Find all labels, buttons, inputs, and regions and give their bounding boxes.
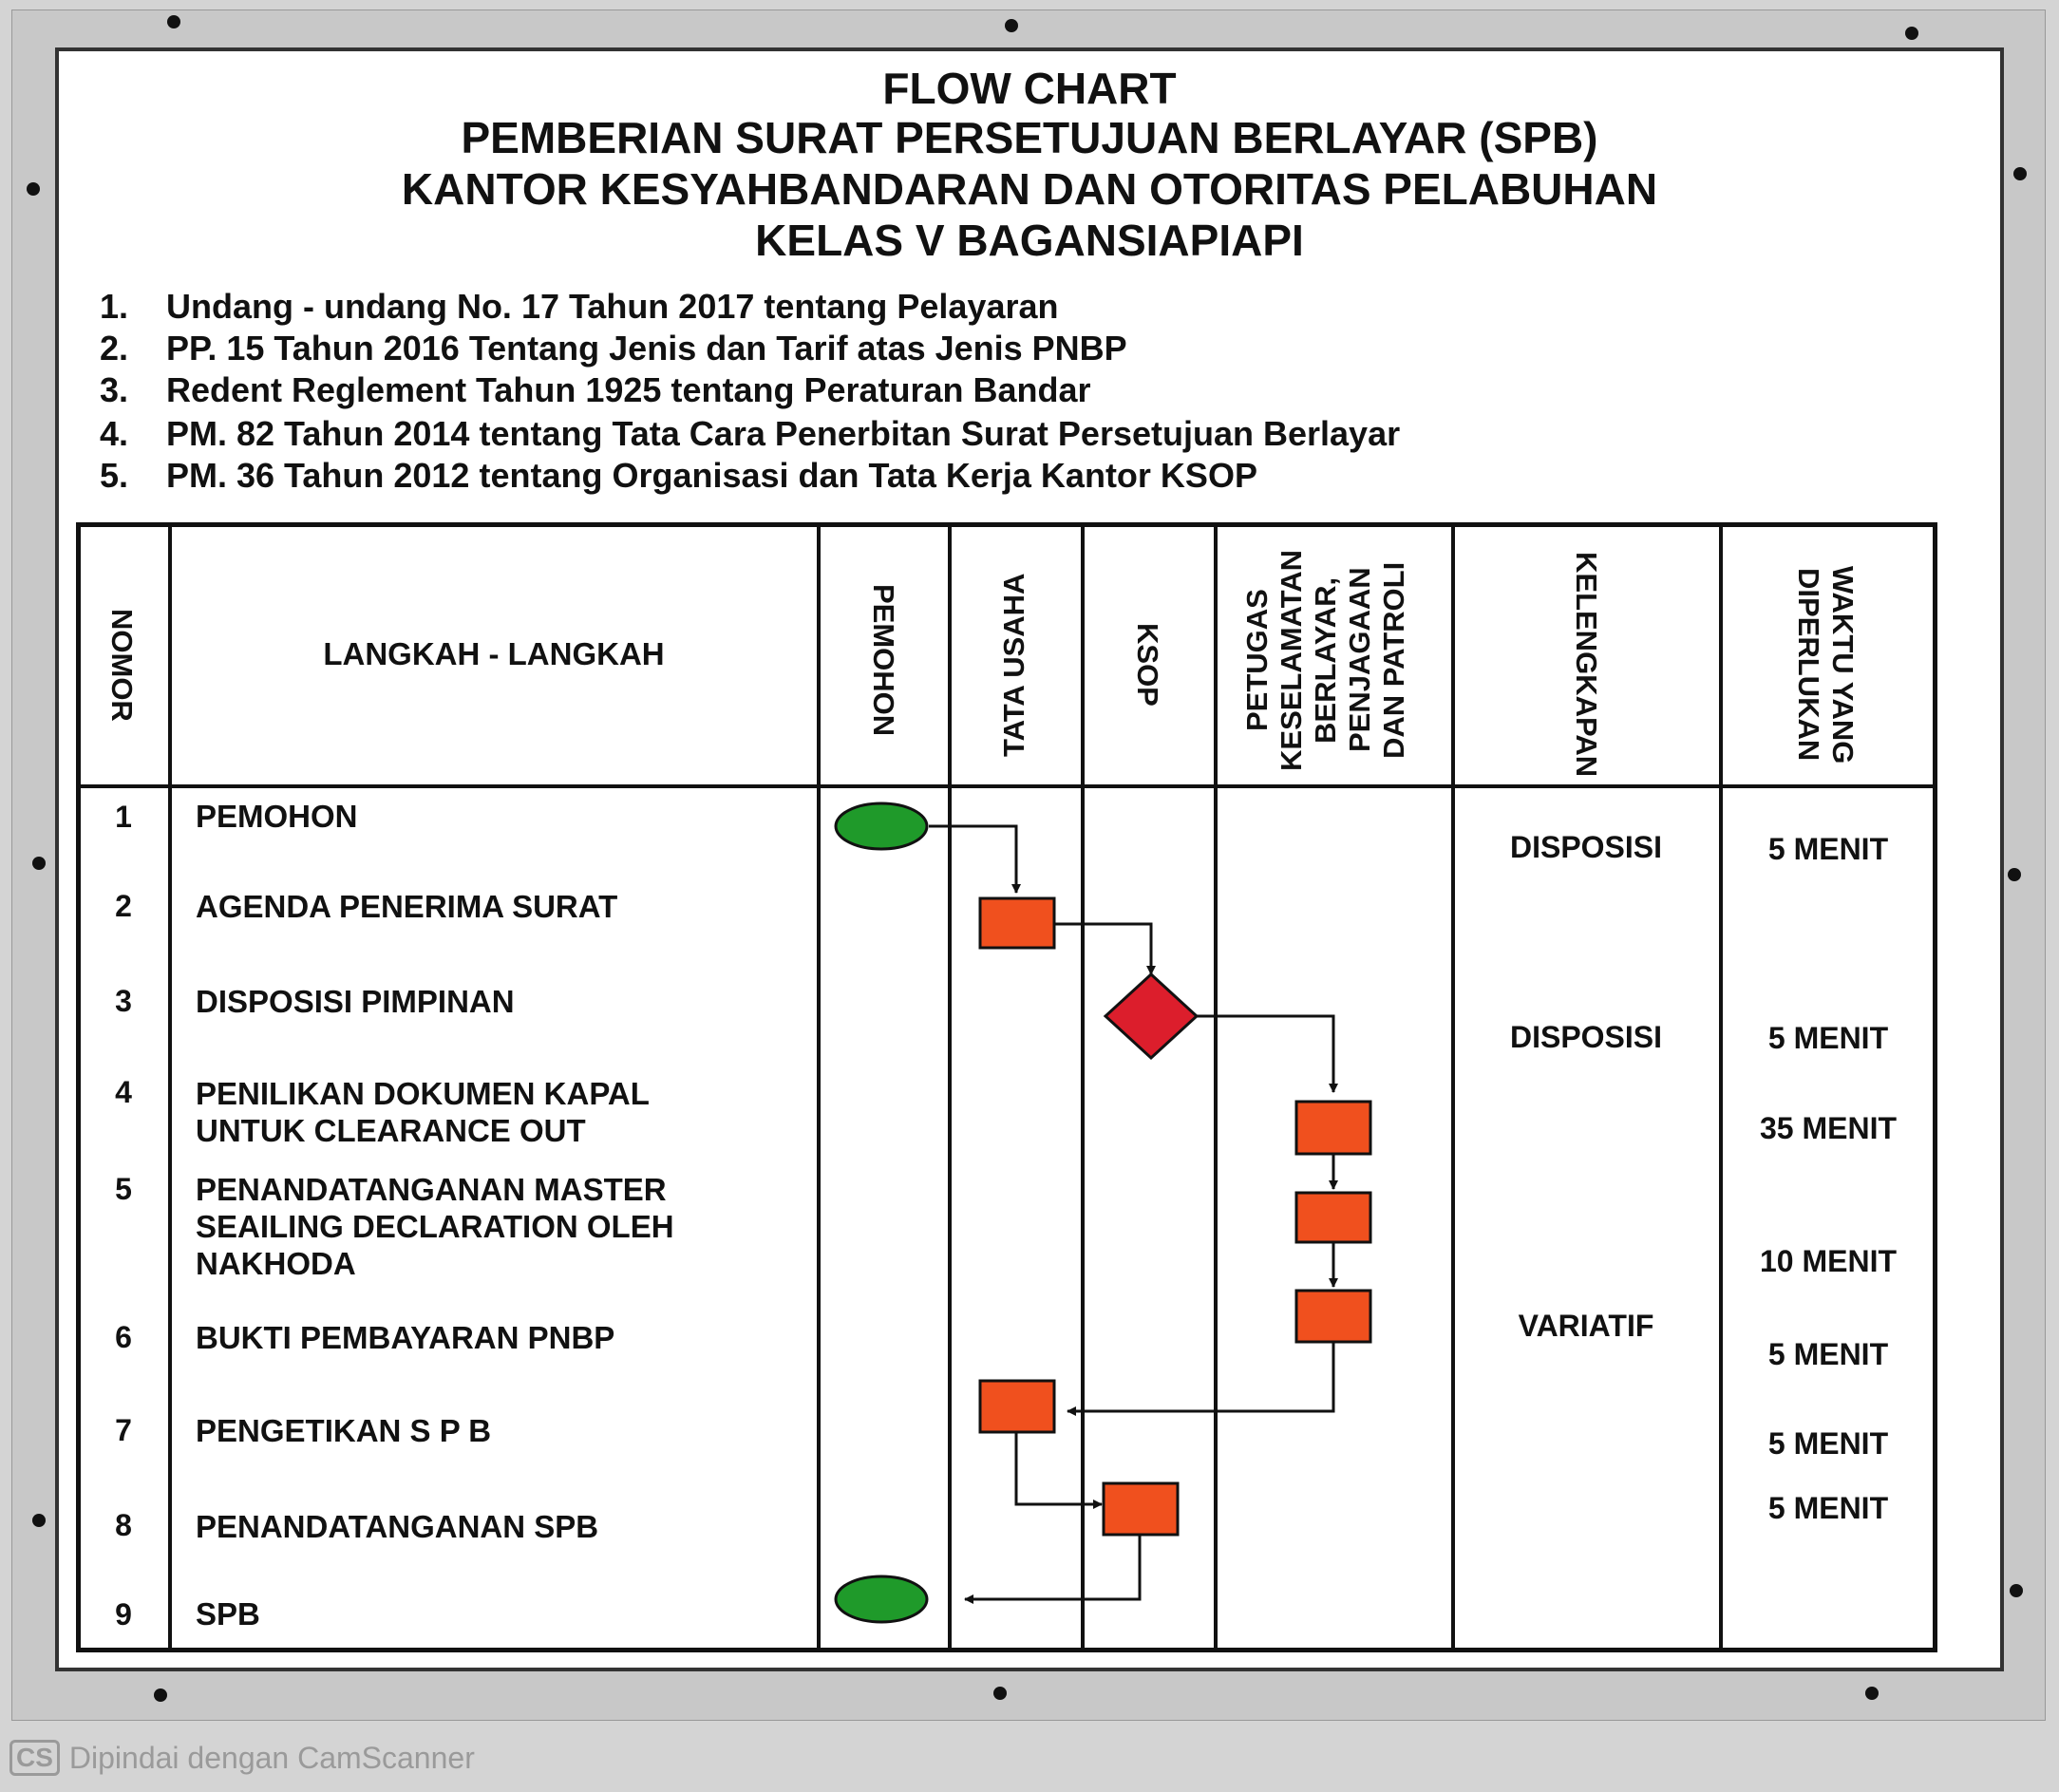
kelengkapan-value: VARIATIF xyxy=(1518,1309,1654,1343)
kelengkapan-value: DISPOSISI xyxy=(1509,1020,1663,1054)
step-text: PENILIKAN DOKUMEN KAPAL UNTUK CLEARANCE OUT xyxy=(196,1076,650,1148)
reference-number: 3. xyxy=(100,370,129,409)
process-box xyxy=(1296,1193,1370,1242)
reference-text: PP. 15 Tahun 2016 Tentang Jenis dan Tarif atas Jenis PNBP xyxy=(166,329,1127,368)
step-number: 8 xyxy=(115,1508,132,1542)
end-terminal xyxy=(836,1576,927,1622)
flow-arrow xyxy=(1067,1342,1333,1411)
step-number: 1 xyxy=(115,800,132,834)
reference-number: 2. xyxy=(100,329,129,368)
step-number: 3 xyxy=(115,984,132,1018)
reference-text: Redent Reglement Tahun 1925 tentang Peraturan Bandar xyxy=(166,370,1091,409)
reference-text: PM. 36 Tahun 2012 tentang Organisasi dan Tata Kerja Kantor KSOP xyxy=(166,456,1257,495)
step-number: 2 xyxy=(115,889,132,923)
kelengkapan-value: DISPOSISI xyxy=(1509,830,1663,864)
decision-diamond xyxy=(1105,974,1197,1058)
process-box xyxy=(980,1381,1054,1432)
process-box xyxy=(1296,1291,1370,1342)
step-text: SPB xyxy=(196,1596,260,1632)
flow-arrow xyxy=(1016,1432,1102,1504)
waktu-value: 5 MENIT xyxy=(1767,1426,1889,1461)
header-langkah: LANGKAH - LANGKAH xyxy=(323,636,665,671)
reference-text: Undang - undang No. 17 Tahun 2017 tentang Pelayaran xyxy=(166,287,1059,326)
reference-number: 4. xyxy=(100,414,129,453)
camscanner-watermark xyxy=(9,1740,475,1776)
waktu-value: 5 MENIT xyxy=(1767,1021,1889,1055)
step-number: 4 xyxy=(115,1075,132,1109)
step-number: 6 xyxy=(115,1320,132,1354)
header-pemohon: PEMOHON xyxy=(867,583,900,737)
office-name: KANTOR KESYAHBANDARAN DAN OTORITAS PELABUHAN xyxy=(401,164,1658,214)
step-number: 5 xyxy=(115,1172,132,1206)
header-waktu: WAKTU YANG DIPERLUKAN xyxy=(1792,565,1860,764)
waktu-value: 5 MENIT xyxy=(1767,832,1889,866)
reference-number: 1. xyxy=(100,287,129,326)
waktu-value: 5 MENIT xyxy=(1767,1337,1889,1371)
camscanner-logo: CS xyxy=(9,1740,60,1776)
step-text: AGENDA PENERIMA SURAT xyxy=(196,889,618,924)
step-number: 7 xyxy=(115,1413,132,1447)
waktu-value: 5 MENIT xyxy=(1767,1491,1889,1525)
flow-arrow xyxy=(965,1529,1140,1599)
step-text: PENANDATANGANAN SPB xyxy=(196,1509,599,1544)
header-kelengkapan: KELENGKAPAN xyxy=(1570,552,1603,778)
flow-arrow xyxy=(1197,1016,1333,1092)
flow-arrow xyxy=(929,826,1016,893)
header-ksop: KSOP xyxy=(1131,623,1164,707)
process-box xyxy=(980,898,1054,948)
chart-title: FLOW CHART xyxy=(882,64,1177,113)
flow-arrow xyxy=(1054,924,1151,974)
chart-subtitle: PEMBERIAN SURAT PERSETUJUAN BERLAYAR (SPB) xyxy=(461,113,1598,162)
header-nomor: NOMOR xyxy=(105,608,139,722)
header-petugas: PETUGAS KESELAMATAN BERLAYAR, PENJAGAAN DAN PATROLI xyxy=(1240,549,1410,771)
start-terminal xyxy=(836,803,927,849)
step-text: BUKTI PEMBAYARAN PNBP xyxy=(196,1320,615,1355)
office-class: KELAS V BAGANSIAPIAPI xyxy=(755,216,1304,265)
step-text: PENGETIKAN S P B xyxy=(196,1413,492,1448)
watermark-text: Dipindai dengan CamScanner xyxy=(68,1740,475,1775)
reference-text: PM. 82 Tahun 2014 tentang Tata Cara Penerbitan Surat Persetujuan Berlayar xyxy=(166,414,1401,453)
process-box xyxy=(1104,1483,1178,1535)
step-text: PENANDATANGANAN MASTER SEAILING DECLARATION OLEH NAKHODA xyxy=(196,1172,674,1281)
waktu-value: 35 MENIT xyxy=(1759,1111,1898,1145)
step-text: PEMOHON xyxy=(196,799,358,834)
step-number: 9 xyxy=(115,1597,132,1632)
step-text: DISPOSISI PIMPINAN xyxy=(196,984,515,1019)
waktu-value: 10 MENIT xyxy=(1759,1244,1898,1278)
header-tata-usaha: TATA USAHA xyxy=(997,573,1030,757)
reference-number: 5. xyxy=(100,456,129,495)
process-box xyxy=(1296,1102,1370,1154)
